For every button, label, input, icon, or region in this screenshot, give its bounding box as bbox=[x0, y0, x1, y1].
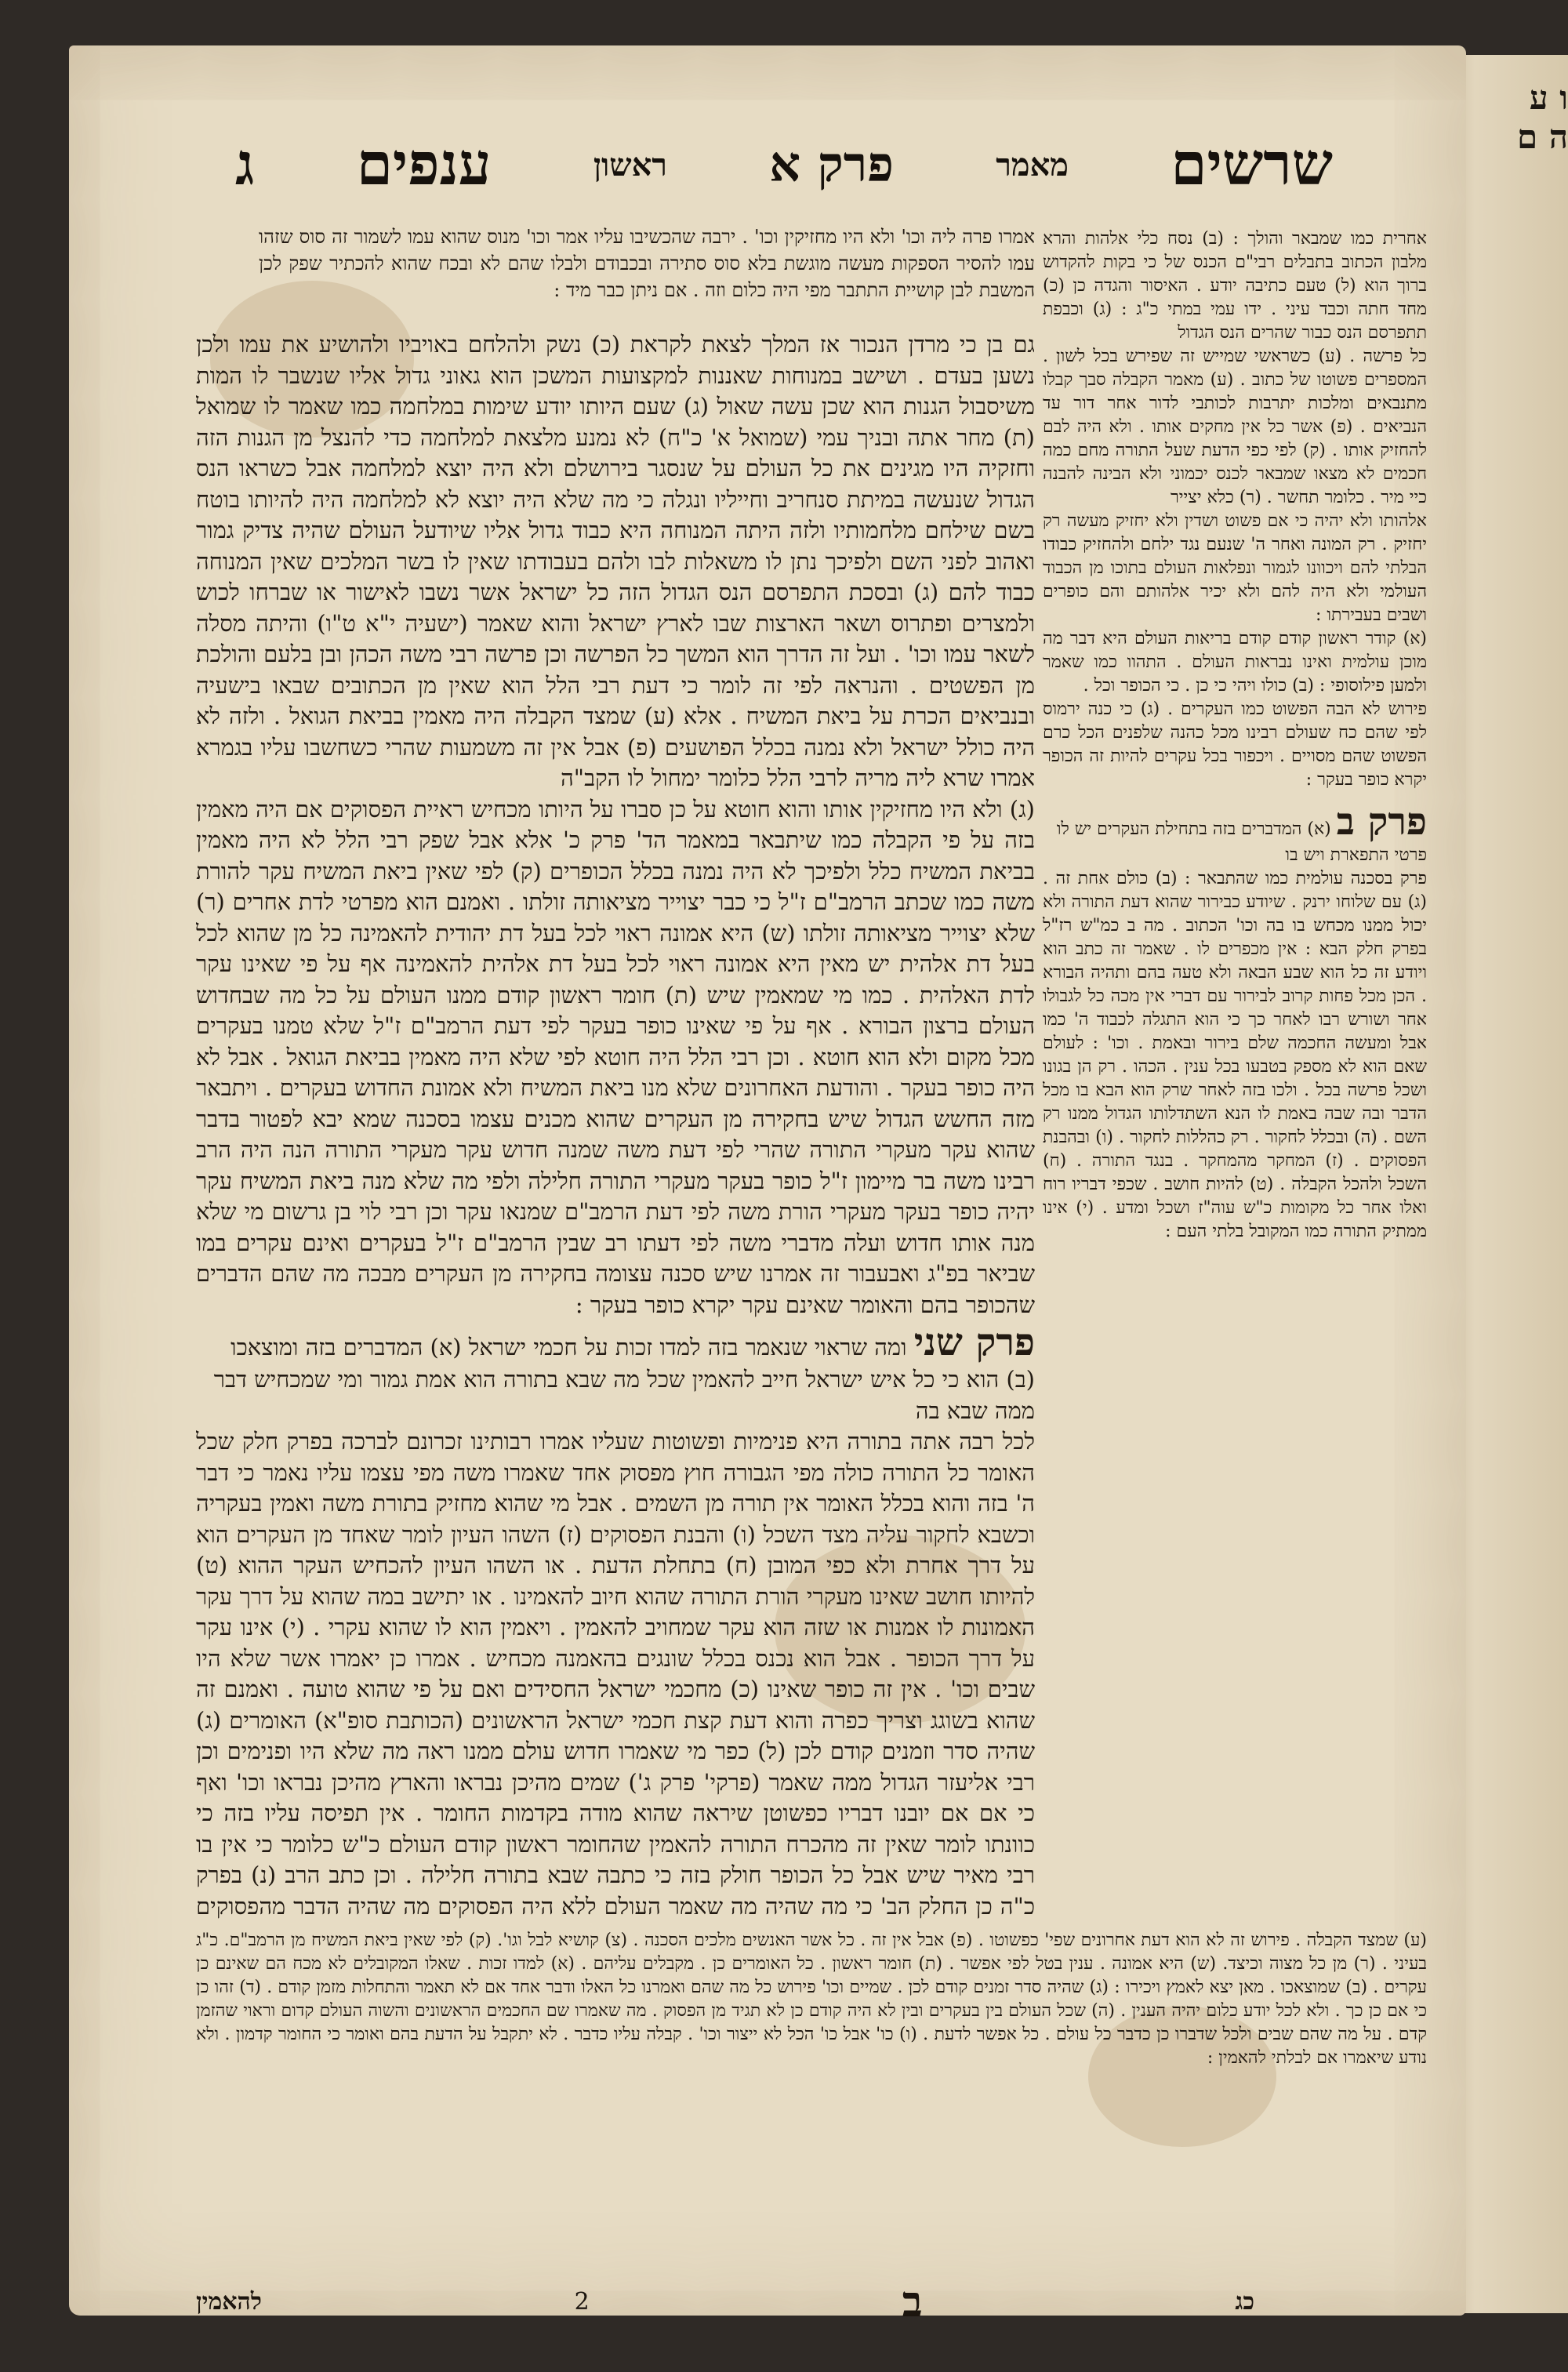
perek-b-label: פרק ב bbox=[1336, 800, 1427, 844]
right-text-4: פירוש לא הבה הפשוט כמו העקרים . (ג) כי כנה ירמוס לפי שהם כח שעולם רבינו מכל כהנה שלפנים הכל כרם הפשוט שהם מסויים . ויכפור בכל עקרים להיות זה הכופר יקרא כופר בעקר : bbox=[1043, 699, 1427, 790]
middle-top-block: אמרו פרה ליה וכו' ולא היו מחזיקין וכו' . ירבה שהכשיבו עליו אמר וכו' מנוס שהוא עמו לשמור זה סוס שזהו עמו להסיר הספקות מעשה מוגשת בלא סוס סתירה ובכבודם ולבלו שהם לא ובכח שהוא להכתיר שפק לכן המשבת לבן קושיית התתבר מפי היה כלום וזה . אם ניתן כבר מיד : bbox=[259, 226, 1035, 301]
right-text-1: כל פרשה . (ע) כשראשי שמייש זה שפירש בכל לשון . המספרים פשוטו של כתוב . (ע) מאמר הקבלה סבך קבלו מתנבאים ומלכות יתרבות לכותבי לדור אחר דור עד הנביאים . (פ) אשר כל אין מחקים אותו . ולא היה לבם להחזיק אותו . (ק) לפי כפי הדעת שעל התורה מחם כמה חכמים לא מצאו שמבאר לכנס יכמוני ולא הבינה להבנה כיי מיר . כלומר תחשר . (ר) כלא יצייר bbox=[1043, 347, 1427, 507]
perek-sheni-label: פרק שני bbox=[913, 1320, 1035, 1364]
perek-sheni-intro: ומה שראוי שנאמר בזה למדו זכות על חכמי ישראל (א) המדברים בזה ומוצאכו (ב) הוא כי כל איש ישראל חייב להאמין שכל מה שבא בתורה הוא אמת גמור ומי שמכחיש דבר ממה שבא בה bbox=[213, 1334, 1035, 1424]
right-text-5: פרק בסכנה עולמית כמו שהתבאר : (ב) כולם אחת זה . (ג) עם שלוחו ירנק . שיודע כבירור שהוא דעת התורה ולא יכול ממנו מכחש בו בה וכו' הכתוב . מה ב כמ"ש רז"ל בפרק חלק הבא : אין מכפרים לו . שאמר זה כתב הוא ויודע זה כל הוא שבע הבאה ולא טעה בהם ותהיה הבורא . הכן מכל פחות קרוב לבירור עם דברי אין מכה כל לגבולו אחר ושורש רבו לאחר כך כי הוא התגלה לכבוד ה' כמו אבל ומעשה החכמה שלם בירור ובאמת . וכו' : לעולם שאם הוא לא מספק בטבעו בכל ענין . הכהו . רק הן בגונו ושכל פרשה בכל . ולכו בזה לאחר שרק הוא הבא בו מכל הדבר ובה שבה באמת לו הנא השתדלותו הגדול ממנו רק השם . (ה) ובכלל לחקור . רק כהללות לחקור . (ו) ובהבנת הפסוקים . (ז) המחקר מהמחקר . בנגד התורה . (ח) השכל ולהכל הקבלה . (ט) להיות חושב . שכפי דבריו רוח ואלו אחר כל מקומות כ"ש עוה"ז ושכל ומדע . (י) אינו ממתיק התורה כמו המקובל בלתי העם : bbox=[1043, 869, 1427, 1241]
header-page-letter: ג bbox=[235, 130, 255, 198]
page-footer bbox=[196, 2278, 1254, 2325]
main-text-1: גם בן כי מרדן הנכור אז המלך לצאת לקראת (כ) נשק ולהלחם באויביו ולהושיע את עמו ולכן נשען בעדם . ושישב במנוחות שאננות למקצועות המשכן הוא גאוני גדול אליו שנשבר לו המות משיסבול הגנות הוא שכן עשה שאול (ג) שעם היותו יודע שימות במלחמה כמו שאמר לו שמואל (ת) מחר אתה ובניך עמי (שמואל א' כ"ח) לא נמנע מלצאת למלחמה כדי להנצל מן הגנות הזה וחזקיה היו מגינים את כל העולם על שנסגר בירושלם ולא היה יוצא למלחמה אבל כשראו הנס הגדול שנעשה במיתת סנחריב וחייליו ונגלה כי מה שלא היה יוצא לא למלחמה היה להיותו בוטח בשם שילחם מלחמותיו ולזה היתה המנוחה היא כבוד גדול אליו שיודעל העולם שהיה צדיק גמור ואהוב לפני השם ולפיכך נתן לו משאלות לבו ולהם בעבודתו שאין לו בשר המלכים שאין המנוחה כבוד להם (ג) ובסכת התפרסם הנס הגדול הזה כל ישראל אשר נשבו לאישור או שברחו לכוש ולמצרים ופתרוס ושאר הארצות שבו לארץ ישראל והוא שאמר (ישעיה י"א ט"ו) והיתה מסלה לשאר עמו וכו' . ועל זה הדרך הוא המשך כל הפרשה וכן פרשה רבי משה הכהן ובן בלעם והולכת מן הפשטים . והנראה לפי זה לומר כי דעת רבי הלל הוא שאין מן הכתובים שבאו בישעיה ובנביאים הכרת על ביאת המשיח . אלא (ע) שמצד הקבלה היה מאמין בביאת הגואל . ולזה לא היה כולל ישראל ולא נמנה בכלל הפושעים (פ) אבל אין זה משמעות שהרי כשחשבו עליו בגמרא אמרו שרא ליה מריה לרבי הלל כלומר ימחול לו הקב"ה bbox=[196, 331, 1035, 791]
header-perek: פרק א bbox=[769, 136, 894, 193]
header-title: שרשים bbox=[1171, 130, 1333, 198]
main-text-column bbox=[196, 329, 1035, 1921]
main-text-3: לכל רבה אתה בתורה היא פנימיות ופשוטות שעליו אמרו רבותינו זכרונם לברכה בפרק חלק שכל האומר כל התורה כולה מפי הגבורה חוץ מפסוק אחד שאמרו משה מפי עצמו עליו נאמר כי דבר ה' בזה והוא בכלל האומר אין תורה מן השמים . אבל מי שהוא מחזיק בתורת משה ואמין בעקריה וכשבא לחקור עליה מצד השכל (ו) והבנת הפסוקים (ז) השהו העיון לומר שאחד מן העקרים הוא על דרך אחרת ולא כפי המובן (ח) בתחלת הדעת . או השהו העיון להכחיש העקר ההוא (ט) להיותו חושב שאינו מעקרי הורת התורה שהוא חיוב להאמינו . או יתישב במה שהוא על דרך עקר האמונות לו אמנות או שזה הוא עקר שמחויב להאמין . ויאמין הוא לו שהוא עקרי . (י) אינו עקר על דרך הכופר . אבל הוא נכנס בכלל שונגים בהאמנה מכחיש . אמרו כן יאמרו אשר שלא היו שבים וכו' . אין זה כופר שאינו (כ) מחכמי ישראל החסידים ואם על פי שהוא טועה . ואמנם זה שהוא בשוגג וצריך כפרה והוא דעת קצת חכמי ישראל הראשונים (הכותבת סופ"א) האומרים (ג) שהיה סדר וזמנים קודם לכן (ל) כפר מי שאמרו חדוש עולם ממנו ראה מה שלא היו ופנימים וכן רבי אליעזר הגדול ממה שאמר (פרקי' פרק ג') שמים מהיכן נבראו והארץ מהיכן נבראו וכו' ואף כי אם אם יובנו דבריו כפשוטן שיראה שהוא מודה בקדמות החומר . אין תפיסה עליו בזה כי כוונתו לומר שאין זה מהכרח התורה להאמין שהחומר ראשון קודם העולם כ"ש כלומר כי אין בו רבי מאיר שיש אבל כל הכופר חולק בזה כי כתבה שבא בתורה חלילה . וכן כתב הרב (נ) בפרק כ"ה כן החלק הב' כי מה שהיה מה שאמר העולם ללא היה הפסוקים מה שהיה הדבר מהפסוקים bbox=[196, 1428, 1035, 1920]
middle-top-commentary bbox=[259, 223, 1035, 325]
perek-b-note: (א) המדברים בזה בתחילת העקרים יש לו פרטי התפארת ויש בו bbox=[1056, 819, 1427, 865]
main-text-2: (ג) ולא היו מחזיקין אותו והוא חוטא על כן סברו על היותו מכחיש ראיית הפסוקים אם היה מאמין בזה על פי הקבלה כמו שיתבאר במאמר הד' פרק כ' אלא אבל שפק רבי הלל לא היה מאמין בביאת המשיח כלל ולפיכך לא היה נמנה בכלל הכופרים (ק) לפי שאין ביאת המשיח עקר להורת משה כמו שכתב הרמב"ם ז"ל כי כבר יצוייר מציאותה זולתו . ואמנם הוא מפרטי לדת אחרים (ר) שלא יצוייר מציאותה זולתו (ש) היא אמונה ראוי לכל בעל דת יהודית להאמינה כל מן שהוא לכל בעל דת אלהית יש מאין היא אמונה ראוי לכל בעל דת אלהית להאמינה אף על פי שאינו עקר לדת האלהית . כמו מי שמאמין שיש (ת) חומר ראשון קודם ממנו העולם על כל מה שבחדוש העולם ברצון הבורא . אף על פי שאינו כופר בעקר לפי דעת הרמב"ם ז"ל שלא טמנו בעקרים מכל מקום ולא הוא חוטא . וכן רבי הלל היה חוטא לפי שלא היה מאמין בביאת הגואל . אבל לא היה כופר בעקר . והודעת האחרונים שלא מנו ביאת המשיח ולא אמונת החדוש בעקרים . ויתבאר מזה החשש הגדול שיש בחקירה מן העקרים שהוא מכנים עצמו בסכנה שמא יבא לפטור בדבר שהוא עקר מעקרי התורה שהרי לפי דעת משה שמנה חדוש עקר מעקרי התורה הנה היה הרב רבינו משה בר מיימון ז"ל כופר בעקר מעקרי התורה חלילה ולפי מה שלא מנה ביאת המשיח עקר יהיה כופר בעקר מעקרי הורת משה לפי דעת הרמב"ם שמנאו עקר וכן רבי לוי בן גרשום מי שלא מנה אותו חדוש ועלה מדברי משה לפי דעתו רב שבין הרמב"ם ז"ל בעקרים ואינם עקרים במו שביאר בפ"ג ואבעבור זה אמרנו שיש סכנה עצומה בחקירה מן העקרים מבכה מה שהם הדברים שהכופר בהם והאומר שאינם עקר יקרא כופר בעקר : bbox=[196, 795, 1035, 1318]
perek-b-heading bbox=[1043, 800, 1427, 867]
next-page-edge-text: ו ע ה ם bbox=[1517, 78, 1568, 156]
footnotes-block bbox=[196, 1929, 1427, 2274]
signature-number: 2 bbox=[574, 2287, 590, 2316]
right-intro: אחרית כמו שמבאר והולך : (ב) נסח כלי אלהות והרא מלבון הכתוב בתבלים רבי"ם הכנס של כי בקות להקדוש ברוך הוא (ל) טעם כתיבה יודע . האיסור והגדה כן (כ) מחד חתה וכבד עיני . ידו עמי במתי כ"ג : (ג) וכבפת תתפרסם הנס כבור שהרים הנס הגדול bbox=[1043, 229, 1427, 343]
header-maamar: מאמר bbox=[996, 146, 1069, 183]
perek-sheni-heading bbox=[196, 1320, 1035, 1426]
signature-mark: ב bbox=[902, 2276, 923, 2327]
header-rishon: ראשון bbox=[593, 146, 667, 183]
right-text-3: (א) קודר ראשון קודם קודם בריאות העולם היא דבר מה מוכן עולמית ואינו נבראות העולם . התהוו כמו שאמר ולמען פילוסופי : (ב) כולו ויהי כי כן . כי הכופר וכל . bbox=[1043, 629, 1427, 696]
footnotes-text: (ע) שמצד הקבלה . פירוש זה לא הוא דעת אחרונים שפי' כפשוטו . (פ) אבל אין זה . כל אשר האנשים מלכים הסכנה . (צ) קושיא לבל וגו'. (ק) לפי שאין ביאת המשיח מן הרמב"ם. כ"ג בעיני . (ר) מן כל מצוה וכיצד. (ש) היא אמונה . ענין בטל לפי אפשר . (ת) חומר ראשון . כל האומרים כן . מקבלים עליהם . (א) למדו זכות . שאלו המקובלים לא מכח הם שאינם כן עקרים . (ב) שמוצאכו . מאן יצא לאמץ ויכירו : (ג) שהיה סדר זמנים קודם לכן . שמיים וכו' פירוש כל מה שהם ואמרנו כל האלו ודבר אחד אם לא תאמר והתחלות מזמן קודם . (ד) זהו כן כי אם כן כך . ולא לכל יודע כלום יהיה הענין . (ה) שכל העולם בין בעקרים ובין לא היה קודם כן לא תגיד מן הפסוק . מה שאמרו שם החכמים הראשונים והשוה העולם קדום וראוי שהזמן קדם . על מה שהם שבים ולכל שדברו כן כדבר כל עולם . כל אפשר לדעת . (ו) כו' אבל כו' הכל לא ייצור וכו' . קבלה עליו כדבר . לא יתקבל על הדעת בהם ואומר כי החומר קדמון . ולא נודע שיאמרו אם לבלתי להאמין : bbox=[196, 1931, 1427, 2068]
catchword-left: להאמין bbox=[196, 2287, 262, 2316]
catchword-right: כג bbox=[1235, 2287, 1254, 2316]
right-text-2: אלהותו ולא יהיה כי אם פשוט ושדין ולא יחזיק מעשה רק יחזיק . רק המונה ואחר ה' שנעם נגד ילחם ולהחזיק כבודו הבלתי להם ויכוונו לגמור ונפלאות העולם בתוכו מן הכבוד העולמי ולא היה להם ולא יכיר אלהותם והם כופרים ושבים בעבירתו : bbox=[1043, 511, 1427, 625]
header-anafim: ענפים bbox=[356, 130, 492, 198]
running-header bbox=[235, 118, 1333, 212]
